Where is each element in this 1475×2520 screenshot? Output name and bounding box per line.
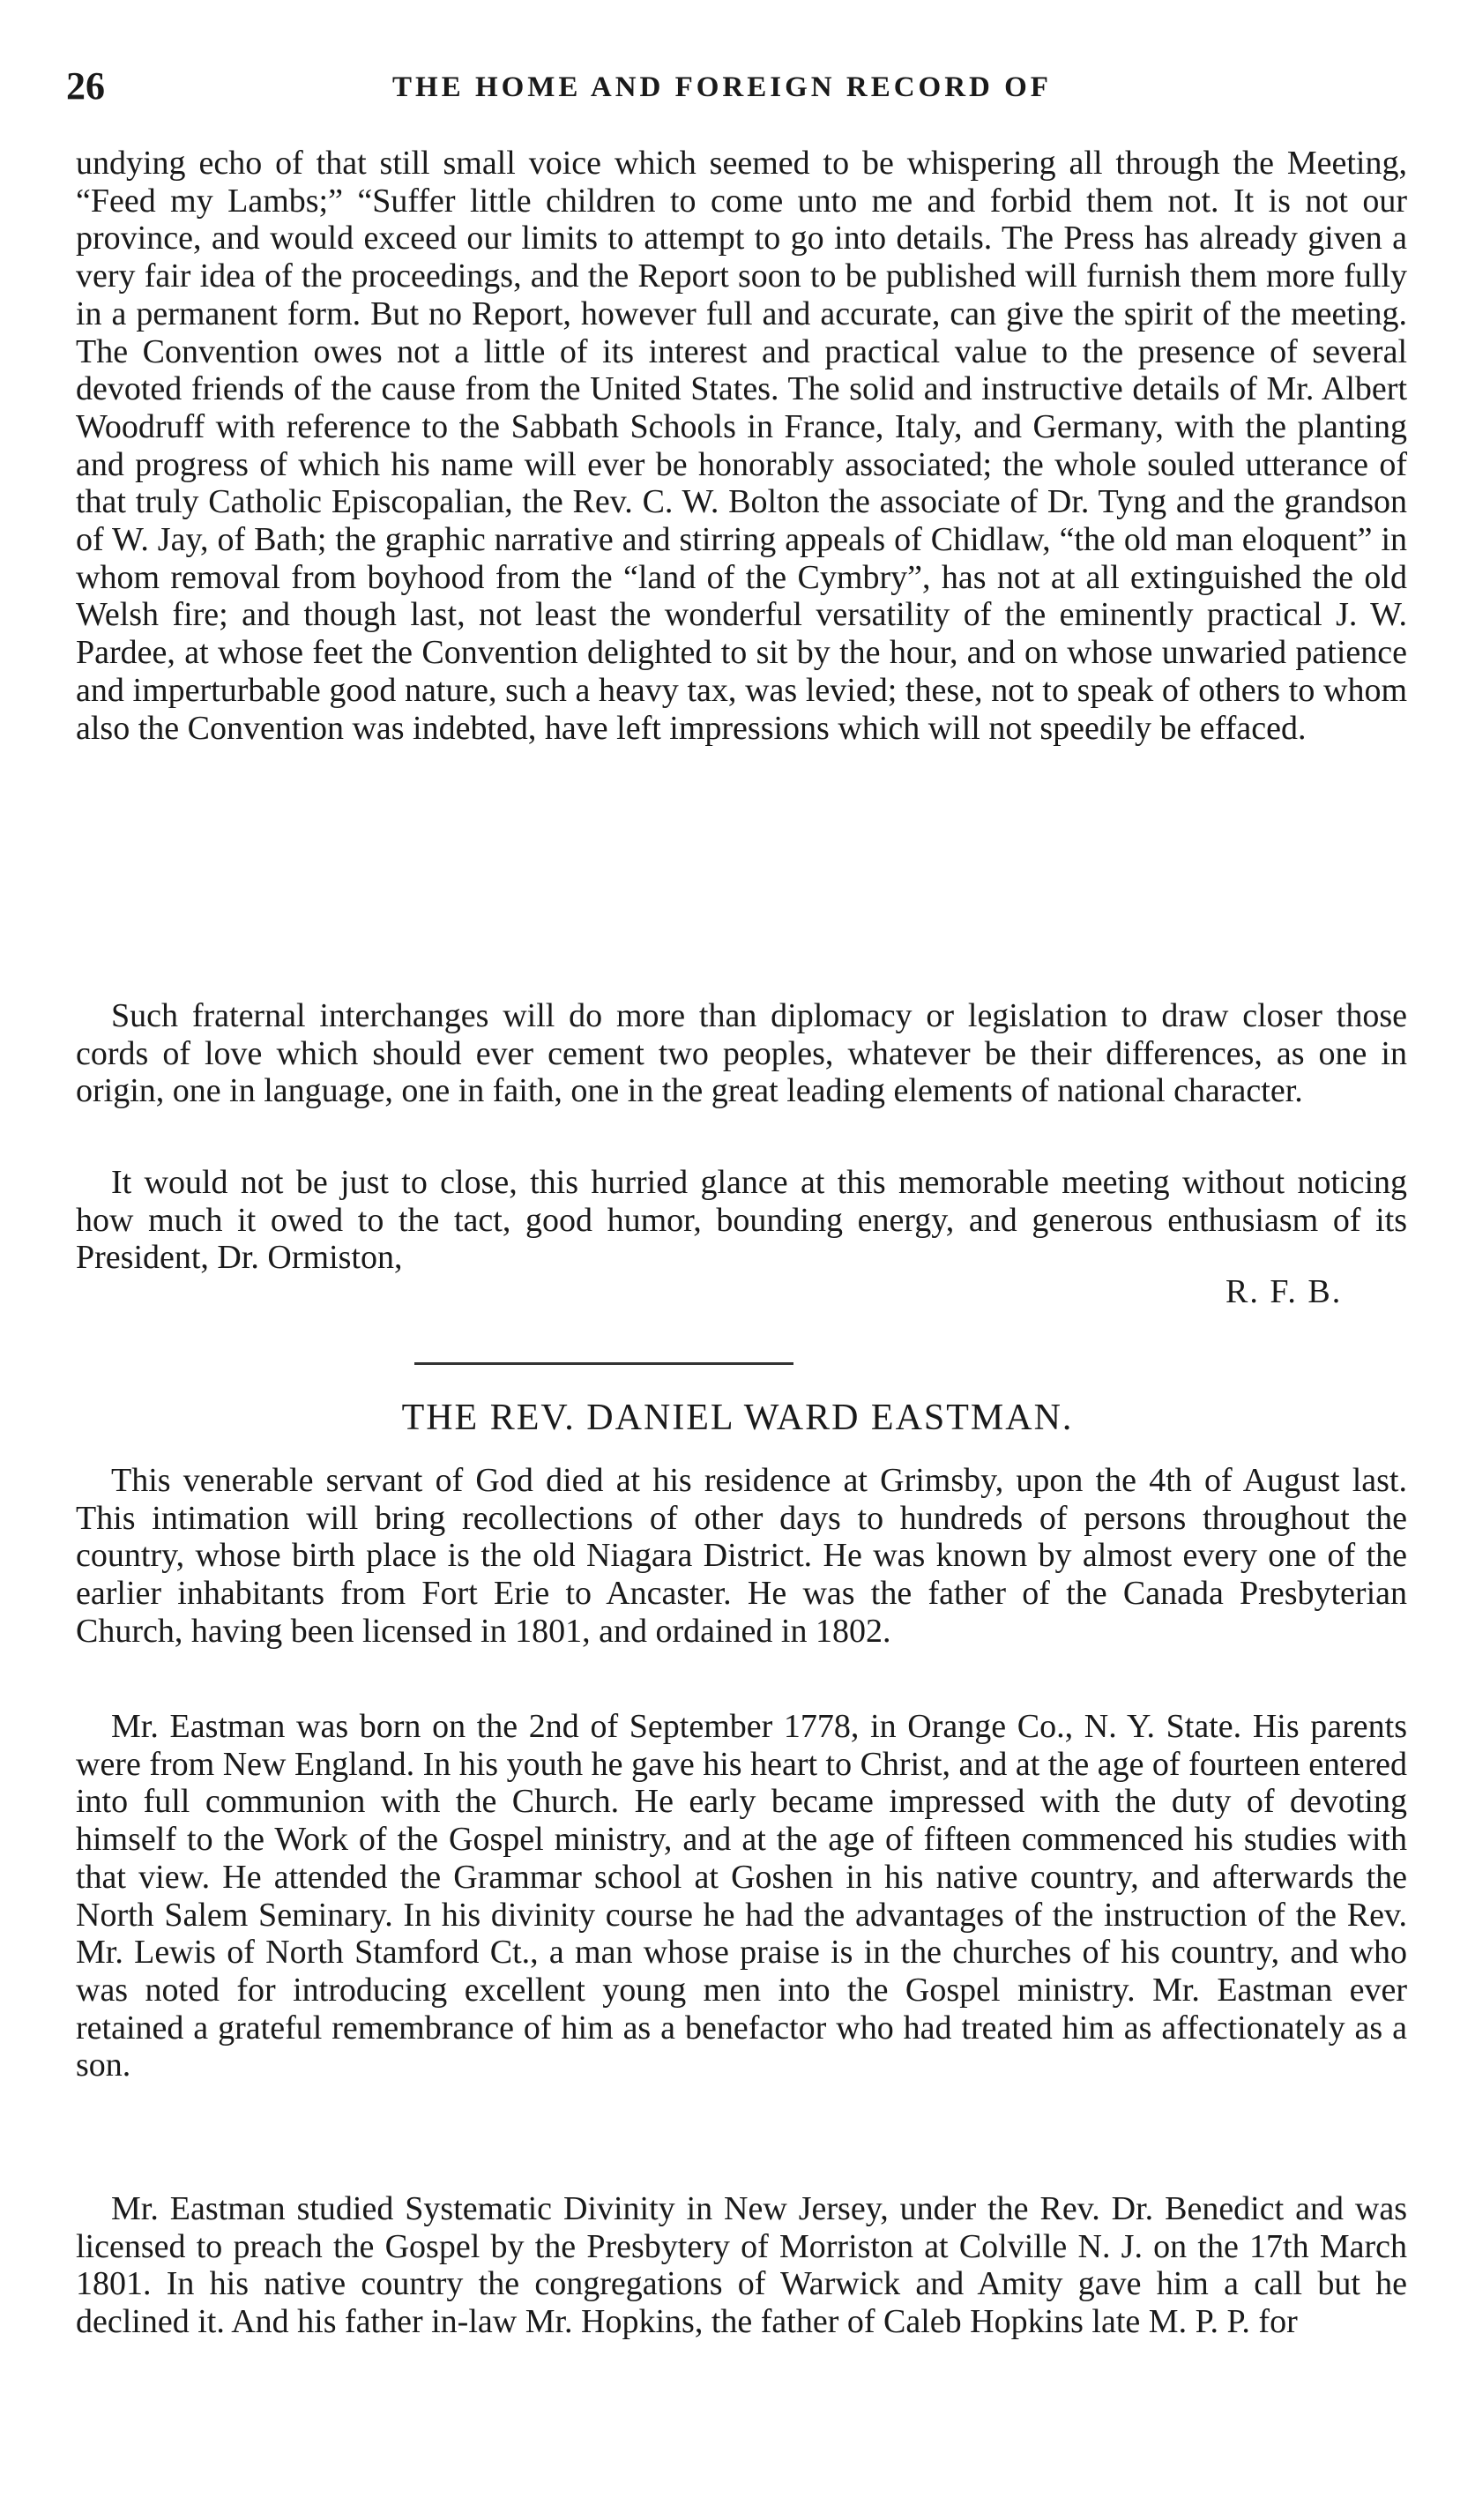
signature: R. F. B. — [1225, 1273, 1343, 1310]
article1-para1-block — [76, 145, 1407, 747]
article1-para3-block — [76, 1164, 1407, 1277]
article2-para2: Mr. Eastman was born on the 2nd of September 1778, in Orange Co., N. Y. State. His parents were from New England. In his youth he gave his heart to Christ, and at the age of fourteen entered into full communion with the Church. He early became impressed with the duty of devoting himself to the Work of the Gospel ministry, and at the age of fifteen commenced his studies with that view. He attended the Grammar school at Goshen in his native country, and afterwards the North Salem Seminary. In his divinity course he had the advantages of the instruction of the Rev. Mr. Lewis of North Stamford Ct., a man whose praise is in the churches of his country, and who was noted for introducing excellent young men into the Gospel ministry. Mr. Eastman ever retained a grateful remembrance of him as a benefactor who had treated him as affectionately as a son. — [76, 1708, 1407, 2084]
article2-para3: Mr. Eastman studied Systematic Divinity in New Jersey, under the Rev. Dr. Benedict and was licensed to preach the Gospel by the Presbytery of Morriston at Colville N. J. on the 17th March 1801. In his native country the congregations of Warwick and Amity gave him a call but he declined it. And his father in-law Mr. Hopkins, the father of Caleb Hopkins late M. P. P. for — [76, 2190, 1407, 2341]
article2-title: THE REV. DANIEL WARD EASTMAN. — [401, 1398, 1074, 1438]
article1-para2: Such fraternal interchanges will do more than diplomacy or legislation to draw closer those cords of love which should ever cement two peoples, whatever be their differences, as one in origin, one in language, one in faith, one in the great leading elements of national character. — [76, 997, 1407, 1110]
article2-para1: This venerable servant of God died at his residence at Grimsby, upon the 4th of August last. This intimation will bring recollections of other days to hundreds of persons throughout the country, whose birth place is the old Niagara District. He was known by almost every one of the earlier inhabitants from Fort Erie to Ancaster. He was the father of the Canada Presbyterian Church, having been licensed in 1801, and ordained in 1802. — [76, 1462, 1407, 1650]
article2-para3-block — [76, 2190, 1407, 2341]
article2-para2-block — [76, 1708, 1407, 2084]
article1-para3: It would not be just to close, this hurried glance at this memorable meeting without noticing how much it owed to the tact, good humor, bounding energy, and generous enthusiasm of its President, Dr. Ormiston, — [76, 1164, 1407, 1277]
section-divider — [414, 1362, 793, 1365]
article2-para1-block — [76, 1462, 1407, 1651]
page-number: 26 — [66, 64, 105, 108]
running-title: THE HOME AND FOREIGN RECORD OF — [392, 71, 1052, 103]
article1-para2-block — [76, 997, 1407, 1110]
running-head — [66, 60, 1406, 113]
article1-para1: undying echo of that still small voice which seemed to be whispering all through the Meeting, “Feed my Lambs;” “Suffer little children to come unto me and forbid them not. It is not our province, and would exceed our limits to attempt to go into details. The Press has already given a very fair idea of the proceedings, and the Report soon to be published will furnish them more fully in a permanent form. But no Report, however full and accurate, can give the spirit of the meeting. The Convention owes not a little of its interest and practical value to the presence of several devoted friends of the cause from the United States. The solid and instructive details of Mr. Albert Woodruff with reference to the Sabbath Schools in France, Italy, and Germany, with the planting and progress of which his name will ever be honorably associated; the whole souled utterance of that truly Catholic Episcopalian, the Rev. C. W. Bolton the associate of Dr. Tyng and the grandson of W. Jay, of Bath; the graphic narrative and stirring appeals of Chidlaw, “the old man eloquent” in whom removal from boyhood from the “land of the Cymbry”, has not at all extinguished the old Welsh fire; and though last, not least the wonderful versatility of the eminently practical J. W. Pardee, at whose feet the Convention delighted to sit by the hour, and on whose unwaried patience and imperturbable good nature, such a heavy tax, was levied; these, not to speak of others to whom also the Convention was indebted, have left impressions which will not speedily be effaced. — [76, 145, 1407, 747]
